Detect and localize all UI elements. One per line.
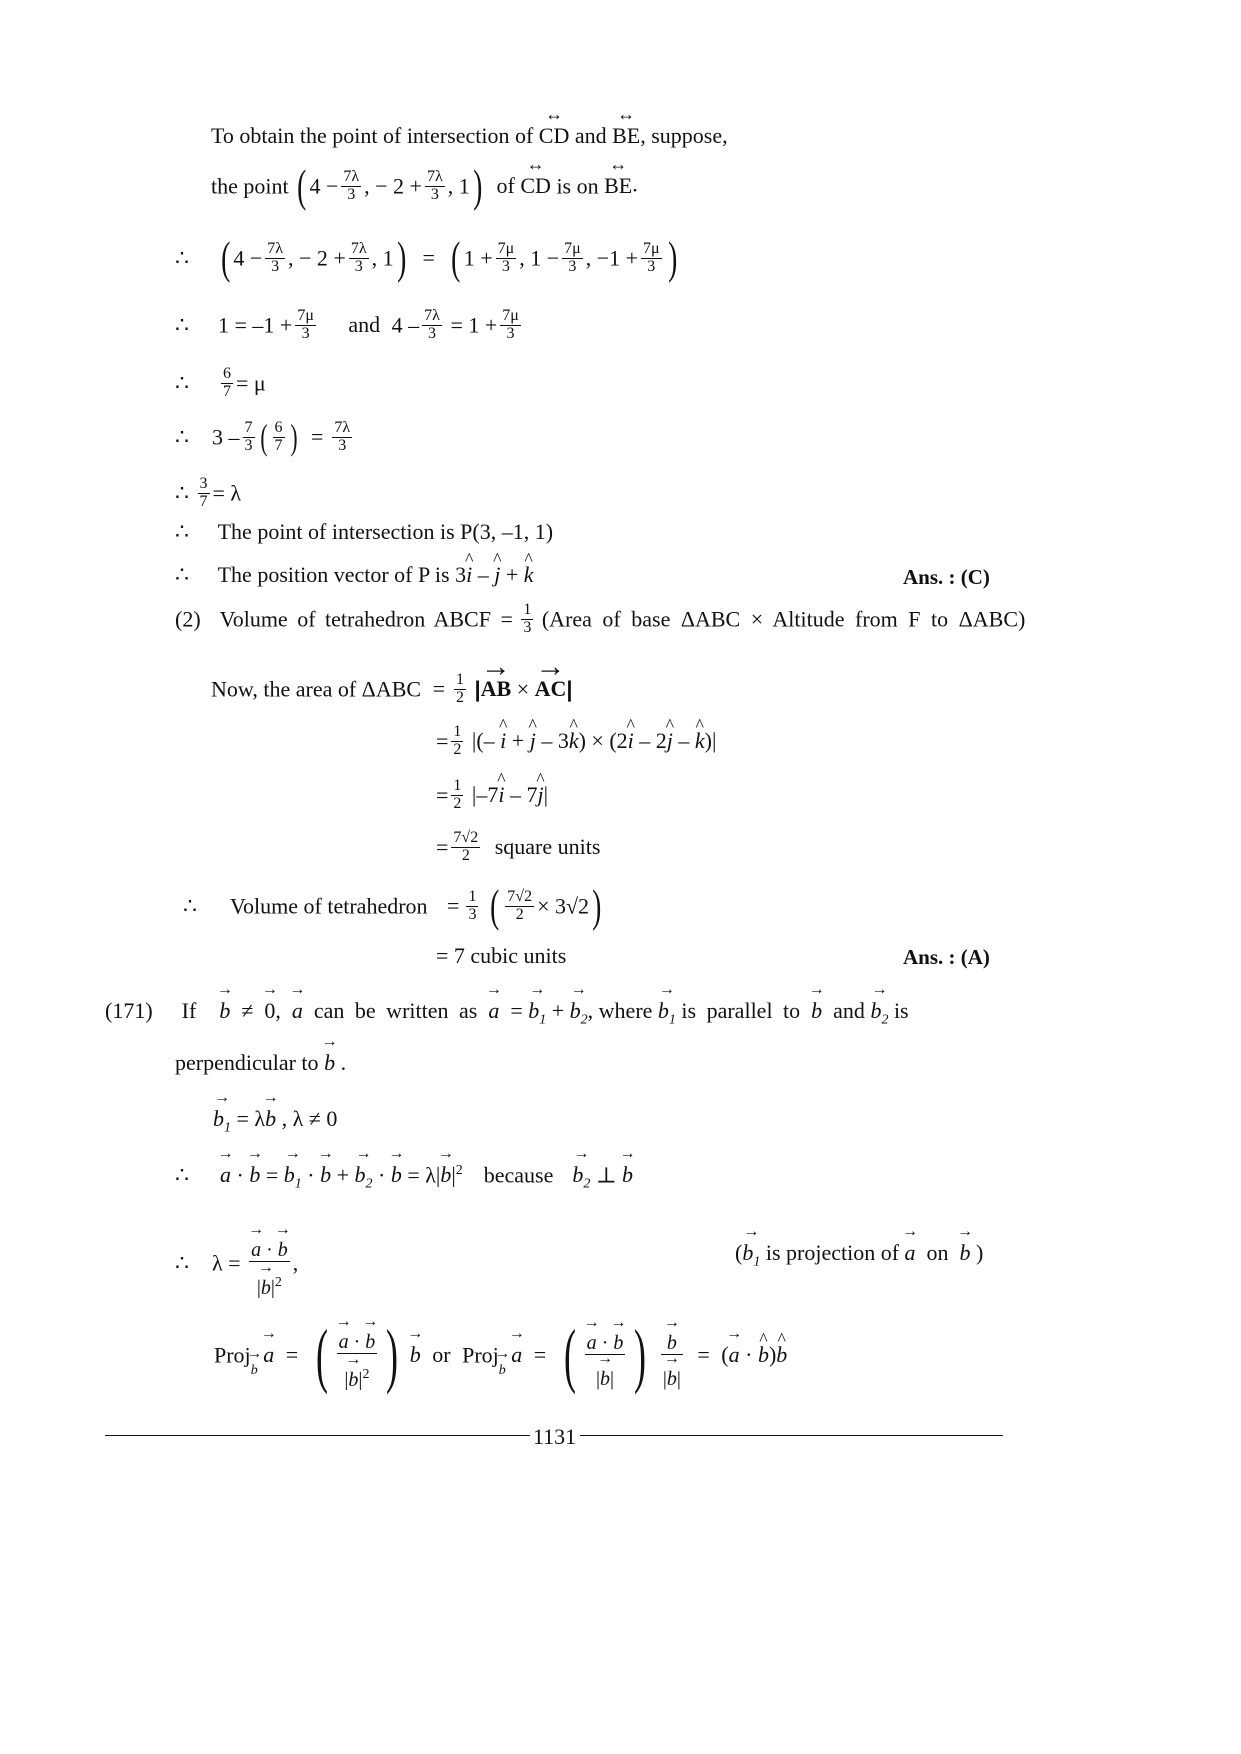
footer-rule-right — [580, 1435, 1003, 1436]
volume-line-2: = 7 cubic units — [436, 943, 567, 968]
lambda-line: ∴ λ = → $\frac{a \cdot \to b}{|\to b|^2}$ , — [175, 1228, 298, 1299]
point-line: the point ( 4 − $\frac{7\lambda}{3}$ , − 2 + $\frac{7\lambda}{3}$ , 1) of ↔ CD is on ↔ BE. — [211, 168, 638, 205]
perp-line: perpendicular to → b . — [175, 1052, 346, 1074]
answer-c: Ans. : (C) — [903, 565, 990, 589]
page-number: 1131 — [533, 1424, 577, 1449]
area-line-2: = $\frac{1}{2}$ |(– ^ i + ^ j – 3^ k) × (2^ i – 2^ j – ^ k)| — [436, 724, 716, 759]
equation-line-1: ∴ ( 4 − $\frac{7\lambda}{3}$ , − 2 + $\frac{7\lambda}{3}$ , 1) = ( 1 + $\frac{7\mu}{3}$ , 1 − $\frac{7\mu}{3}$ , −1 + $\frac{7\mu}{3}$ ) — [175, 232, 677, 283]
equation-line-4: ∴ 3 – $\frac{7}{3}$ ( $\frac{6}{7}$ ) = $\frac{7\lambda}{3}$ — [175, 416, 351, 457]
proj-line: Proj→ $_b$ → a = ( → $\frac{a \cdot \to b}{|\to b|^2}$ ) → b or Proj→ $_b$ → a = ( → $\frac{a \cdot \to b}{|\to b|}$ ) → $\frac{b}{|\to b|}$ = (→ a · ^ b)^ b — [214, 1320, 787, 1391]
q2-line: (2) Volume of tetrahedron ABCF = $\frac{1}{3}$ (Area of base ΔABC × Altitude from F to ΔABC) — [175, 601, 1026, 636]
area-line-3: = $\frac{1}{2}$ |–7^ i – 7^ j| — [436, 778, 548, 813]
area-line-1: Now, the area of ΔABC = $\frac{1}{2}$ |→ AB × → AC| — [211, 672, 573, 707]
cd-line: ↔ CD — [539, 125, 570, 147]
q171-line: (171) If → b ≠ → 0, → a can be written as → a = → $b_1$ + → $b_2$, where → $b_1$ is parallel to → b and → $b_2$ is — [105, 1000, 1003, 1027]
dot-line: ∴ → a · → b = → $b_1$ · → b + → $b_2$ · → $b = \lambda|\to b|^2$ because → $b_2$ ⊥ → b — [175, 1164, 633, 1192]
volume-line-1: ∴ Volume of tetrahedron = $\frac{1}{3}$ ( $\frac{7√2}{2}$ × 3√2) — [183, 880, 602, 931]
equation-line-2: ∴ 1 = –1 + $\frac{7\mu}{3}$ and 4 – $\frac{7\lambda}{3}$ = 1 + $\frac{7\mu}{3}$ — [175, 307, 519, 342]
intro-line: To obtain the point of intersection of ↔ CD and ↔ BE, suppose, — [211, 125, 728, 147]
b1-line: → $b_1 = \lambda\to b$ , λ ≠ 0 — [213, 1108, 337, 1135]
position-vector-line: ∴ The position vector of P is 3^ i – ^ j + ^ k — [175, 564, 534, 586]
area-line-4: = $\frac{7√2}{2}$ square units — [436, 829, 601, 864]
intro-text: To obtain the point of intersection of — [211, 123, 534, 148]
intersection-line: ∴ The point of intersection is P(3, –1, 1) — [175, 519, 554, 544]
footer-rule-left — [105, 1435, 530, 1436]
projection-note: (→ $b_1$ is projection of → a on → b ) — [735, 1242, 983, 1269]
equation-line-5: ∴ $\frac{3}{7}$ = λ — [175, 475, 242, 510]
answer-a: Ans. : (A) — [903, 945, 990, 969]
equation-line-3: ∴ $\frac{6}{7}$ = μ — [175, 365, 266, 400]
be-line: ↔ BE — [612, 125, 640, 147]
